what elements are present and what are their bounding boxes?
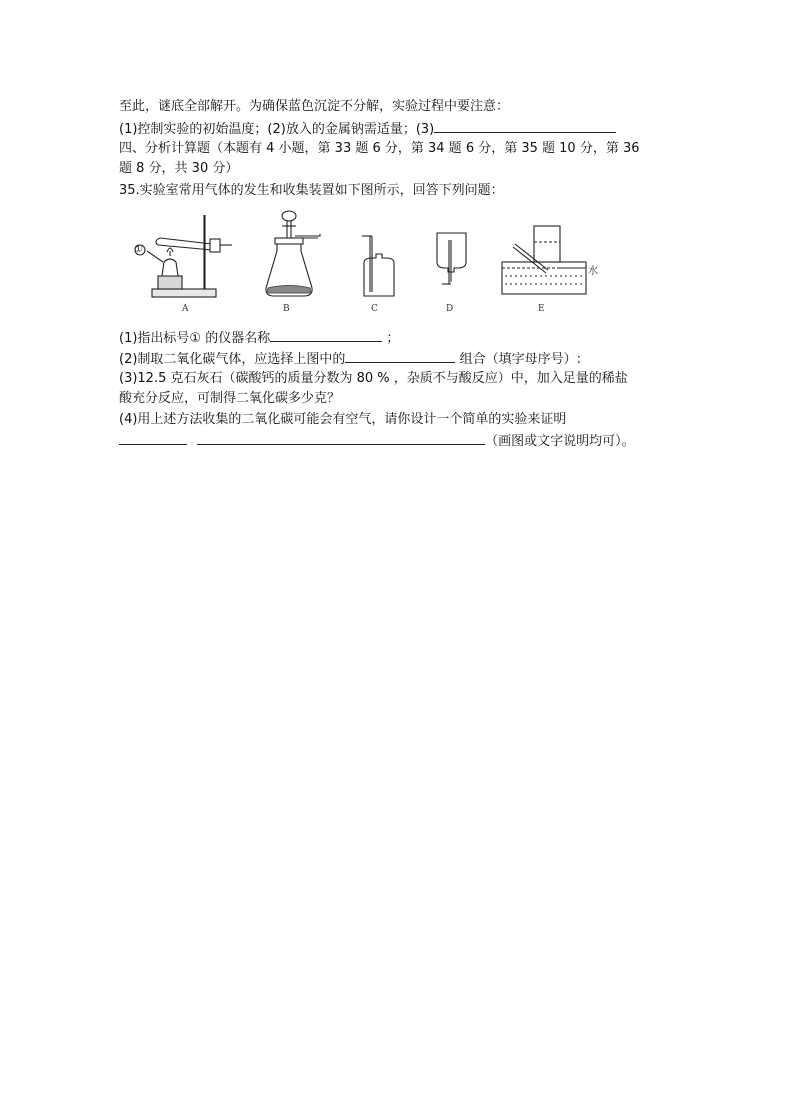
section-heading: 四、分析计算题（本题有 4 小题，第 33 题 6 分，第 34 题 6 分，第 35 题 10 分，第 36 (119, 141, 640, 156)
answer-blank-q4b[interactable] (197, 431, 485, 445)
section-heading-cont: 题 8 分，共 30 分） (119, 161, 239, 176)
question-4: (4)用上述方法收集的二氧化碳可能会有空气，请你设计一个简单的实验来证明 (119, 412, 567, 427)
question-3-cont: 酸充分反应，可制得二氧化碳多少克？ (119, 391, 341, 406)
apparatus-figure (0, 0, 790, 330)
question-4-cont: （画图或文字说明均可）。 (119, 431, 635, 451)
question-intro: (1)控制实验的初始温度；(2)放入的金属钠需适量；(3) (119, 122, 435, 137)
marker-label: ① (134, 244, 143, 255)
answer-blank-q2[interactable] (345, 349, 455, 363)
caption-c: C (371, 304, 378, 314)
answer-blank-q1[interactable] (270, 328, 382, 342)
apparatus-b (266, 211, 320, 296)
apparatus-a (135, 215, 232, 297)
question-3: (3)12.5 克石灰石（碳酸钙的质量分数为 80 % ，杂质不与酸反应）中，加入足量的稀盐 (119, 371, 628, 386)
apparatus-c (362, 236, 394, 296)
caption-e: E (538, 304, 545, 314)
question-35-title: 35.实验室常用气体的发生和收集装置如下图所示，回答下列问题： (119, 183, 504, 198)
caption-d: D (446, 304, 454, 314)
water-label: 水 (588, 266, 598, 277)
apparatus-e (502, 226, 586, 294)
caption-a: A (182, 304, 189, 314)
question-1: (1)指出标号① 的仪器名称 ； (119, 328, 399, 348)
caption-b: B (283, 304, 290, 314)
text-line-1: 至此，谜底全部解开。为确保蓝色沉淀不分解，实验过程中要注意： (119, 99, 510, 114)
apparatus-d (437, 233, 466, 284)
question-2: (2)制取二氧化碳气体，应选择上图中的 组合（填字母序号）: (119, 349, 581, 369)
answer-blank-q4a[interactable] (119, 431, 187, 445)
